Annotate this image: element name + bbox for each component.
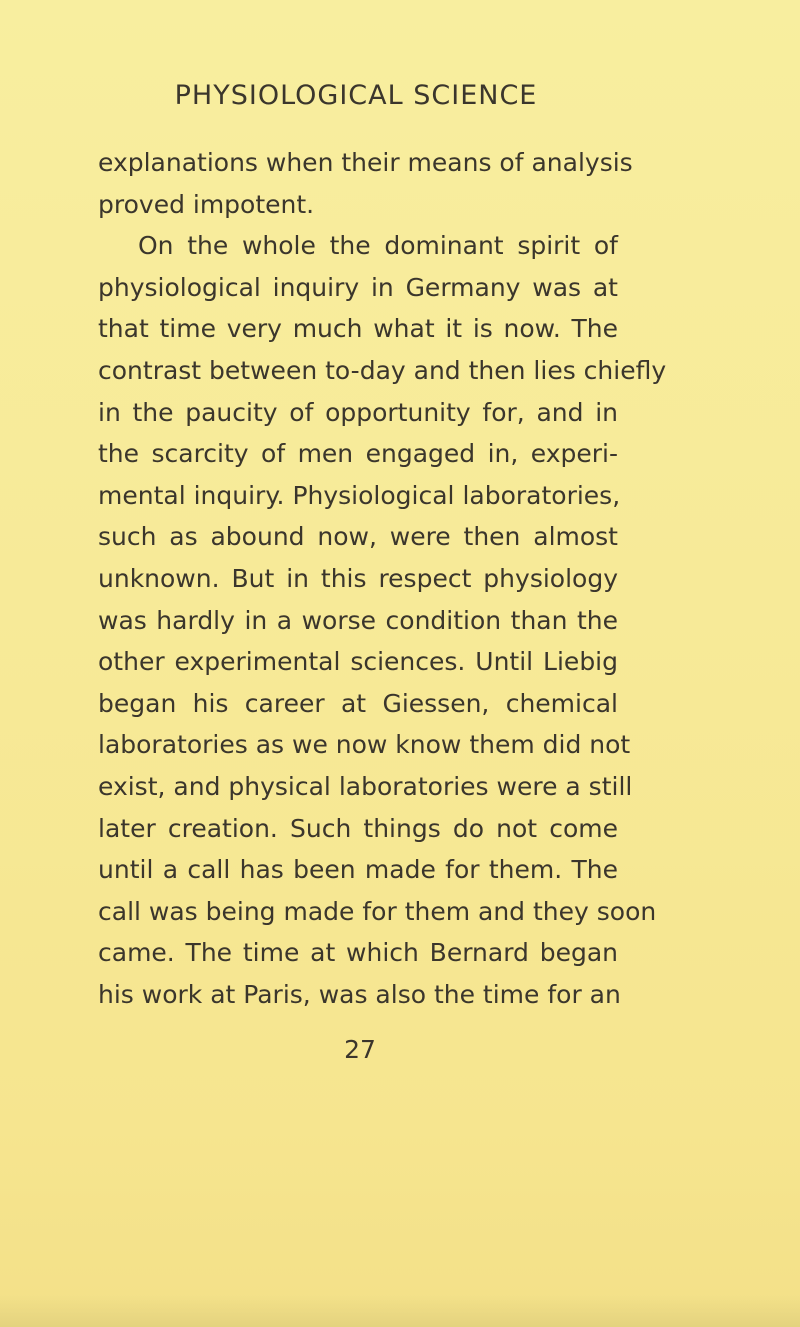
text-line: call was being made for them and they soon [98,896,657,926]
text-line: contrast between to-day and then lies chiefly [98,355,667,385]
running-head: PHYSIOLOGICAL SCIENCE [174,80,538,111]
text-line: was hardly in a worse condition than the [98,605,618,635]
text-line: exist, and physical laboratories were a still [98,771,633,801]
text-line: explanations when their means of analysis [98,148,633,177]
text-line: that time very much what it is now. The [98,314,618,344]
text-line: laboratories as we now know them did not [98,730,631,760]
body-text [98,142,667,1015]
page-number: 27 [344,1035,376,1064]
text-line: in the paucity of opportunity for, and in [98,397,618,427]
text-line: later creation. Such things do not come [98,813,618,843]
text-line: proved impotent. [98,189,315,219]
text-line: mental inquiry. Physiological laboratories, [98,480,621,510]
text-line: until a call has been made for them. The [98,855,618,885]
text-line: the scarcity of men engaged in, experi- [98,439,618,469]
text-line: such as abound now, were then almost [98,522,618,552]
text-line: On the whole the dominant spirit of [138,231,618,261]
text-line: other experimental sciences. Until Liebig [98,647,618,677]
page-edge-shadow [0,1295,800,1327]
text-line: his work at Paris, was also the time for an [98,979,621,1009]
text-line: began his career at Giessen, chemical [98,688,618,718]
text-line: unknown. But in this respect physiology [98,563,618,593]
text-line: came. The time at which Bernard began [98,938,618,968]
text-line: physiological inquiry in Germany was at [98,272,618,302]
